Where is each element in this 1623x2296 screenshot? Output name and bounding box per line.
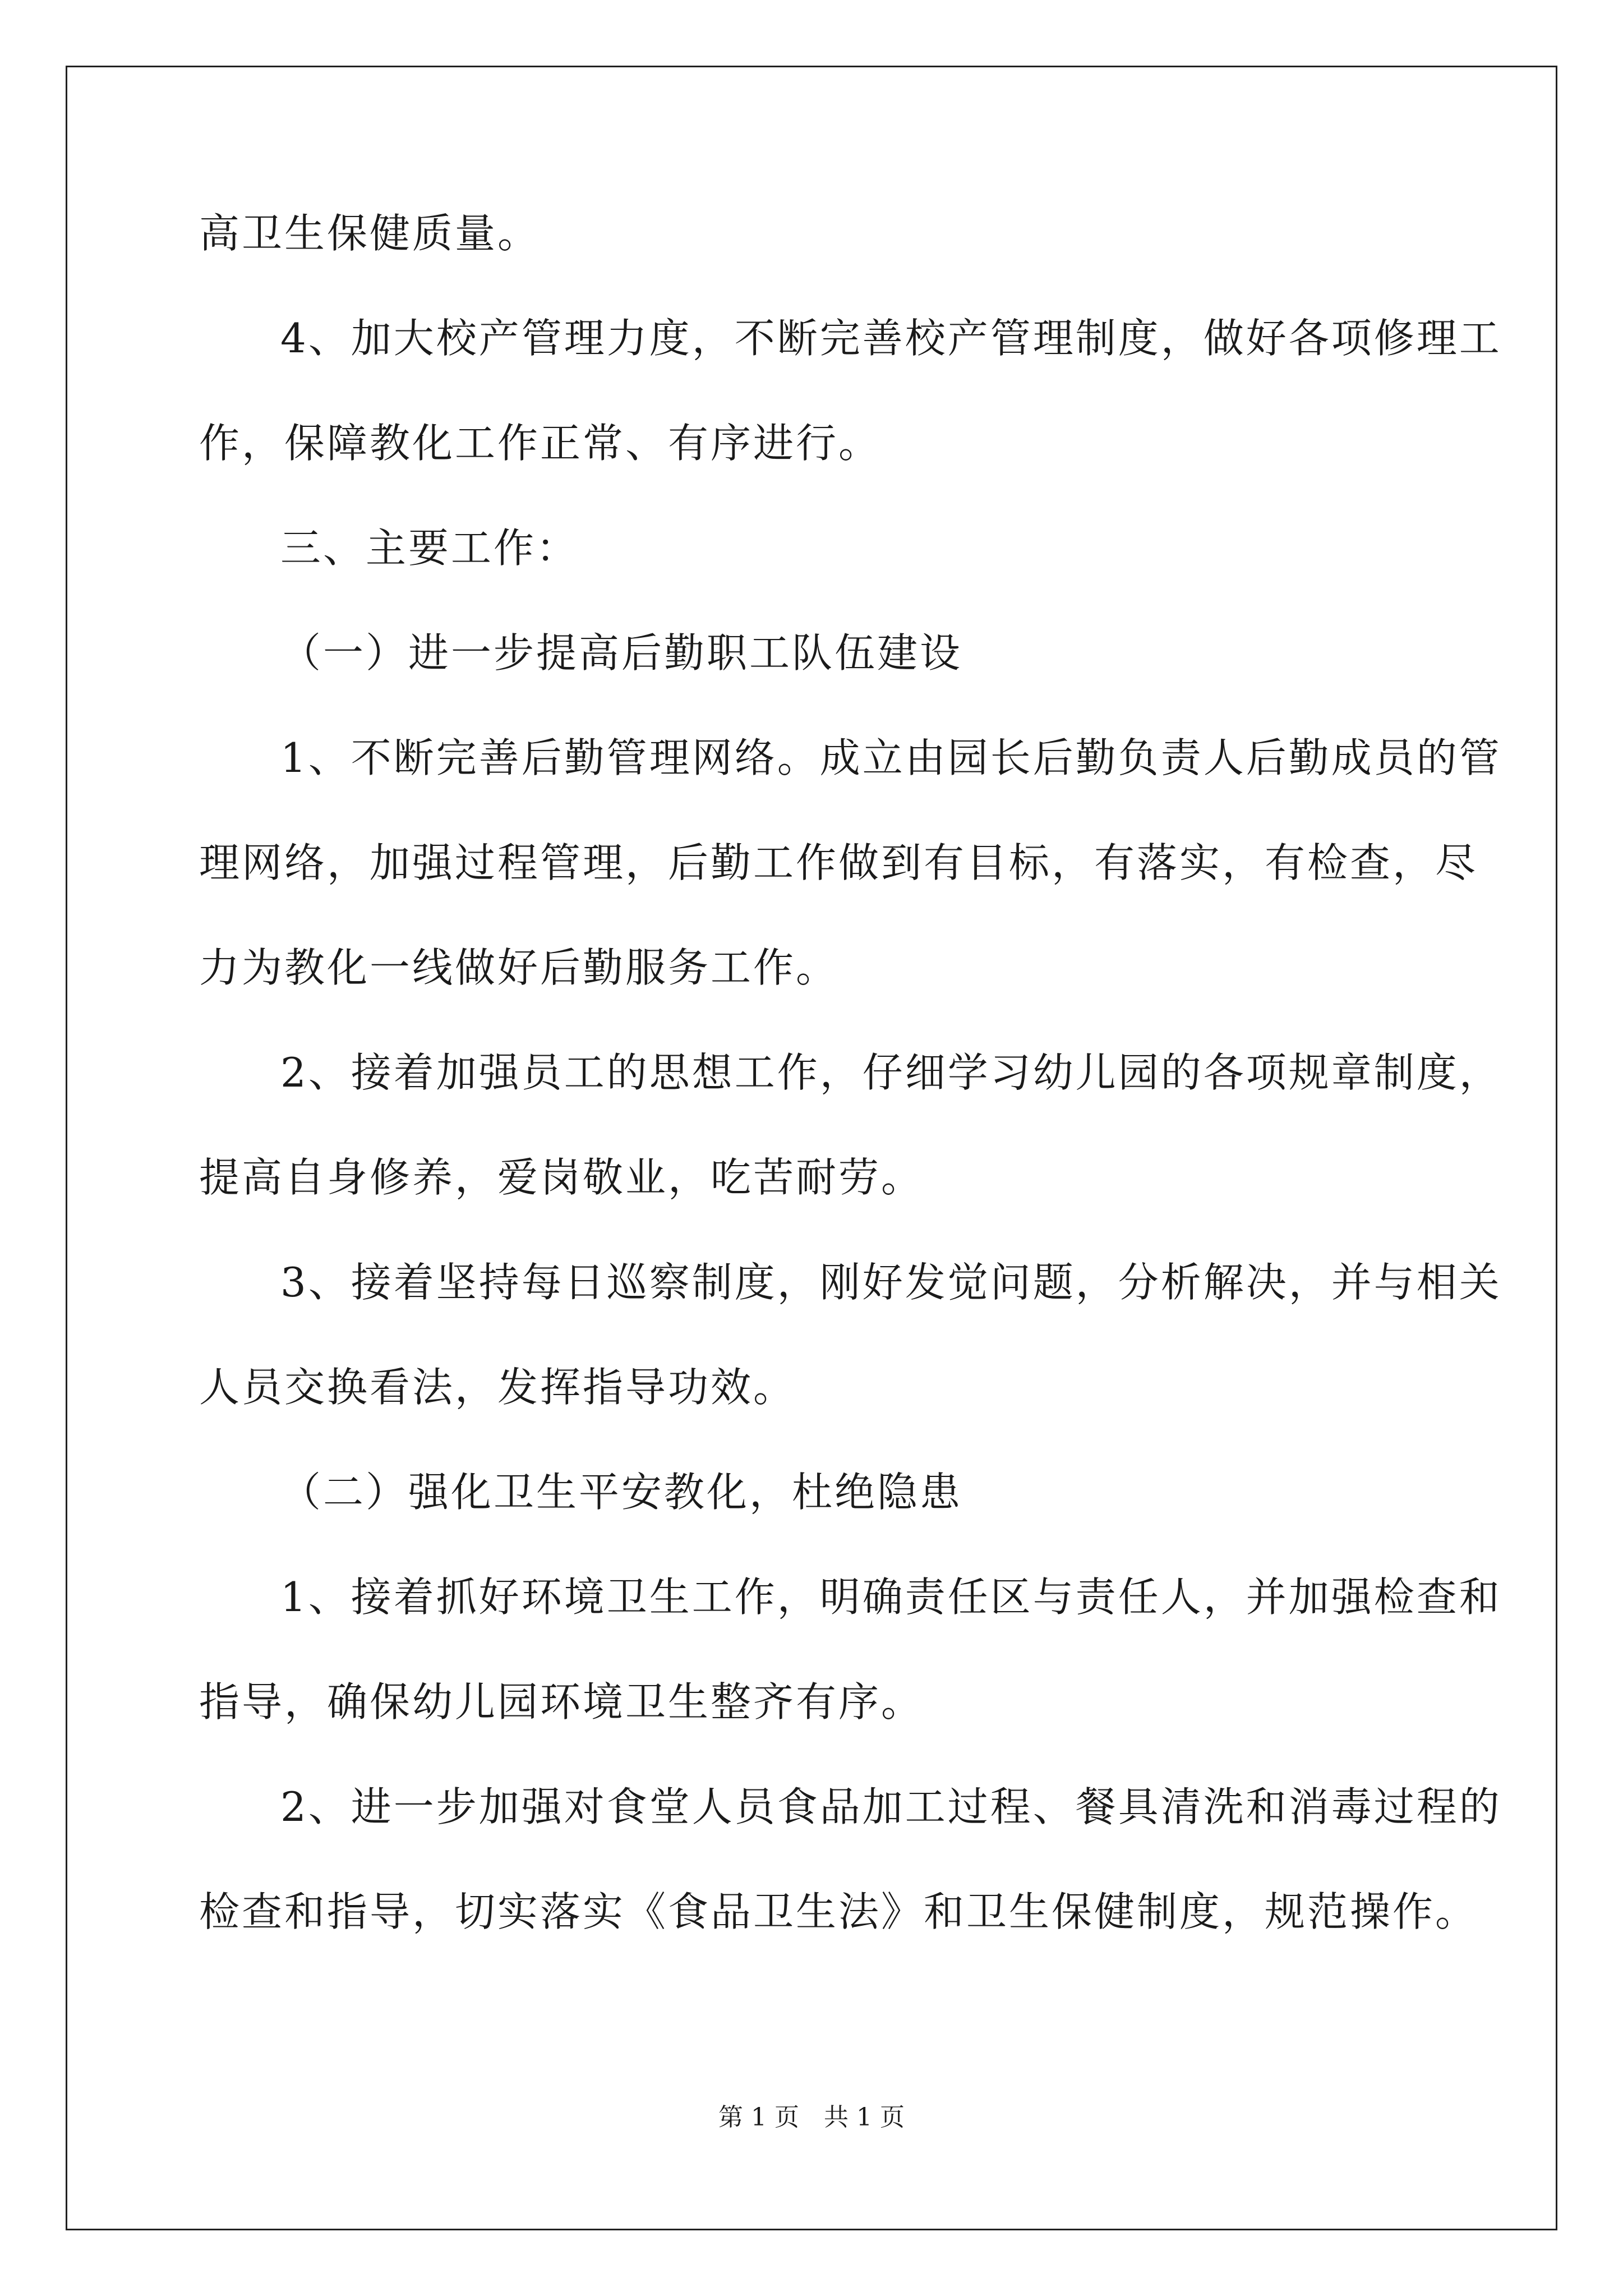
text-line: 1、接着抓好环境卫生工作，明确责任区与责任人，并加强检查和 [280,1573,1502,1621]
text-line: 4、加大校产管理力度，不断完善校产管理制度，做好各项修理工 [280,315,1502,362]
subsection-heading: （一）进一步提高后勤职工队伍建设 [280,629,963,677]
text-line: 指导，确保幼儿园环境卫生整齐有序。 [199,1678,924,1726]
text-line: 人员交换看法，发挥指导功效。 [199,1364,796,1411]
text-line: 理网络，加强过程管理，后勤工作做到有目标，有落实，有检查，尽 [199,839,1478,886]
text-line: 作，保障教化工作正常、有序进行。 [199,420,882,467]
text-line: 3、接着坚持每日巡察制度，刚好发觉问题，分析解决，并与相关 [280,1259,1502,1306]
text-line: 1、不断完善后勤管理网络。成立由园长后勤负责人后勤成员的管 [280,734,1502,781]
text-line: 力为教化一线做好后勤服务工作。 [199,944,839,991]
text-line: 提高自身修养，爱岗敬业，吃苦耐劳。 [199,1154,924,1201]
text-line: 检查和指导，切实落实《食品卫生法》和卫生保健制度，规范操作。 [199,1888,1478,1935]
text-line: 2、接着加强员工的思想工作，仔细学习幼儿园的各项规章制度， [280,1049,1502,1096]
page-number-footer: 第 1 页 共 1 页 [718,2103,905,2132]
text-line: 2、进一步加强对食堂人员食品加工过程、餐具清洗和消毒过程的 [280,1783,1502,1830]
text-line: 高卫生保健质量。 [199,210,541,257]
subsection-heading: （二）强化卫生平安教化，杜绝隐患 [280,1469,963,1516]
section-heading: 三、主要工作： [280,524,579,572]
